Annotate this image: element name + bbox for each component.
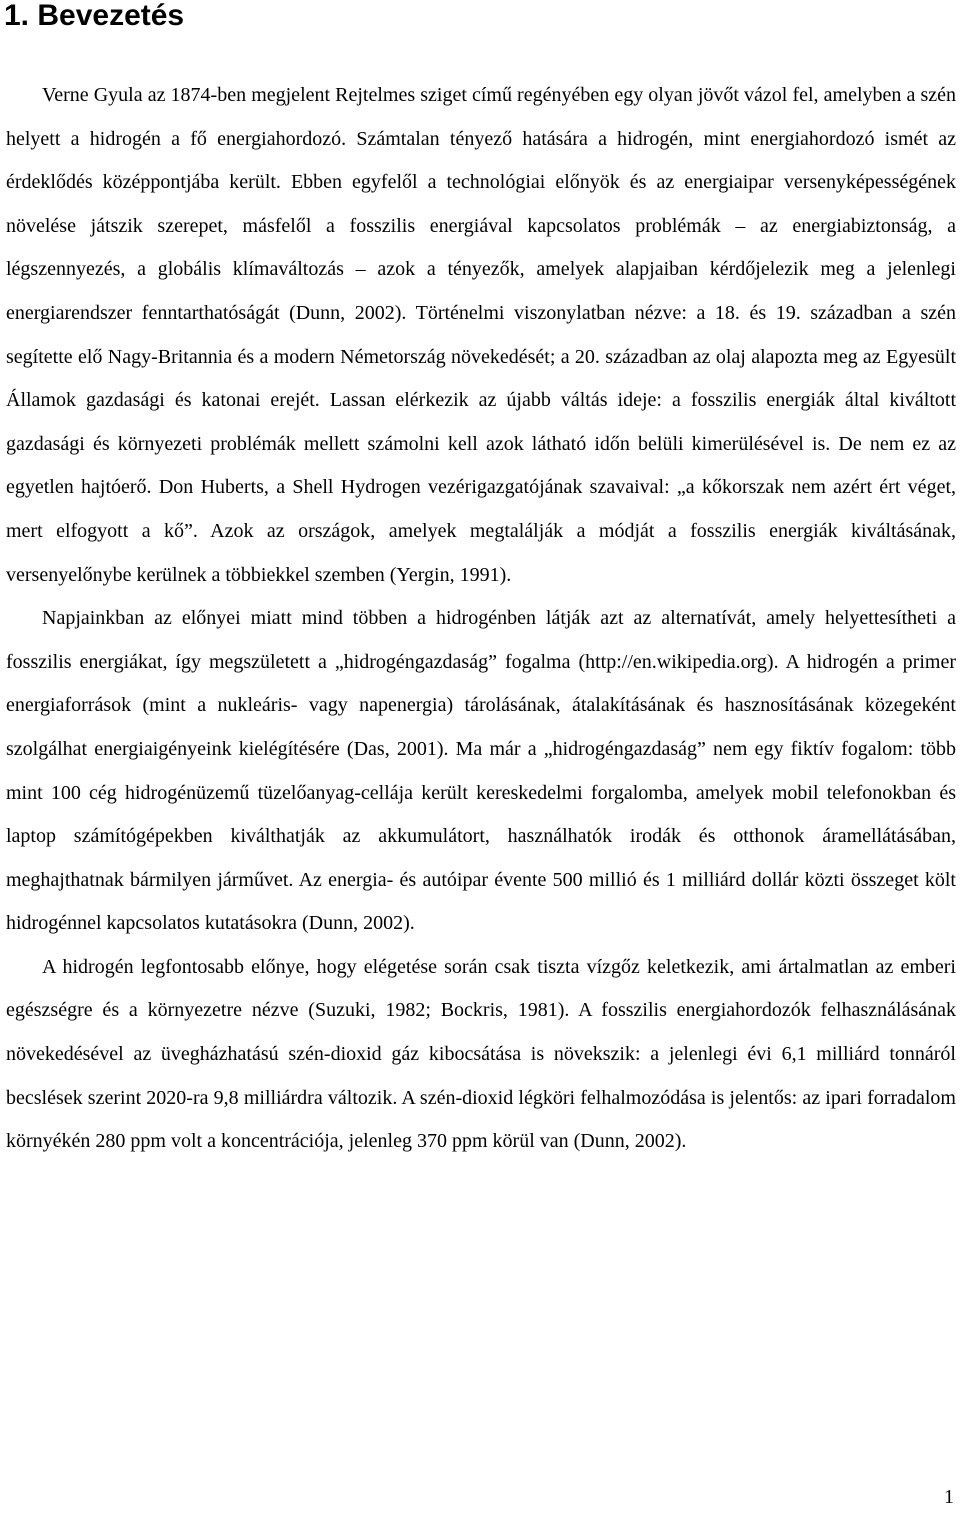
page-number: 1 xyxy=(944,1486,954,1508)
paragraph-1: Verne Gyula az 1874-ben megjelent Rejtelmes sziget című regényében egy olyan jövőt vázol fel, amelyben a szén helyett a hidrogén a fő energiahordozó. Számtalan tényező hatására a hidrogén, mint energiahordozó ismét az érdeklődés középpontjába került. Ebben egyfelől a technológiai előnyök és az energiaipar versenyképességének növelése játszik szerepet, másfelől a fosszilis energiával kapcsolatos problémák – az energiabiztonság, a légszennyezés, a globális klímaváltozás – azok a tényezők, amelyek alapjaiban kérdőjelezik meg a jelenlegi energiarendszer fenntarthatóságát (Dunn, 2002). Történelmi viszonylatban nézve: a 18. és 19. században a szén segítette elő Nagy-Britannia és a modern Németország növekedését; a 20. században az olaj alapozta meg az Egyesült Államok gazdasági és katonai erejét. Lassan elérkezik az újabb váltás ideje: a fosszilis energiák által kiváltott gazdasági és környezeti problémák mellett számolni kell azok látható időn belüli kimerülésével is. De nem ez az egyetlen hajtóerő. Don Huberts, a Shell Hydrogen vezérigazgatójának szavaival: „a kőkorszak nem azért ért véget, mert elfogyott a kő”. Azok az országok, amelyek megtalálják a módját a fosszilis energiák kiváltásának, versenyelőnybe kerülnek a többiekkel szemben (Yergin, 1991). xyxy=(6,84,956,586)
section-heading: 1. Bevezetés xyxy=(4,0,185,32)
body-text xyxy=(6,74,956,1164)
paragraph-3: A hidrogén legfontosabb előnye, hogy elégetése során csak tiszta vízgőz keletkezik, ami ártalmatlan az emberi egészségre és a környezetre nézve (Suzuki, 1982; Bockris, 1981). A fosszilis energiahordozók felhasználásának növekedésével az üvegházhatású szén-dioxid gáz kibocsátása is növekszik: a jelenlegi évi 6,1 milliárd tonnáról becslések szerint 2020-ra 9,8 milliárdra változik. A szén-dioxid légköri felhalmozódása is jelentős: az ipari forradalom környékén 280 ppm volt a koncentrációja, jelenleg 370 ppm körül van (Dunn, 2002). xyxy=(6,955,956,1153)
paragraph-2: Napjainkban az előnyei miatt mind többen a hidrogénben látják azt az alternatívát, amely helyettesítheti a fosszilis energiákat, így megszületett a „hidrogéngazdaság” fogalma (http://en.wikipedia.org). A hidrogén a primer energiaforrások (mint a nukleáris- vagy napenergia) tárolásának, átalakításának és hasznosításának közegeként szolgálhat energiaigényeink kielégítésére (Das, 2001). Ma már a „hidrogéngazdaság” nem egy fiktív fogalom: több mint 100 cég hidrogénüzemű tüzelőanyag-cellája került kereskedelmi forgalomba, amelyek mobil telefonokban és laptop számítógépekben kiválthatják az akkumulátort, használhatók irodák és otthonok áramellátásában, meghajthatnak bármilyen járművet. Az energia- és autóipar évente 500 millió és 1 milliárd dollár közti összeget költ hidrogénnel kapcsolatos kutatásokra (Dunn, 2002). xyxy=(6,607,956,935)
